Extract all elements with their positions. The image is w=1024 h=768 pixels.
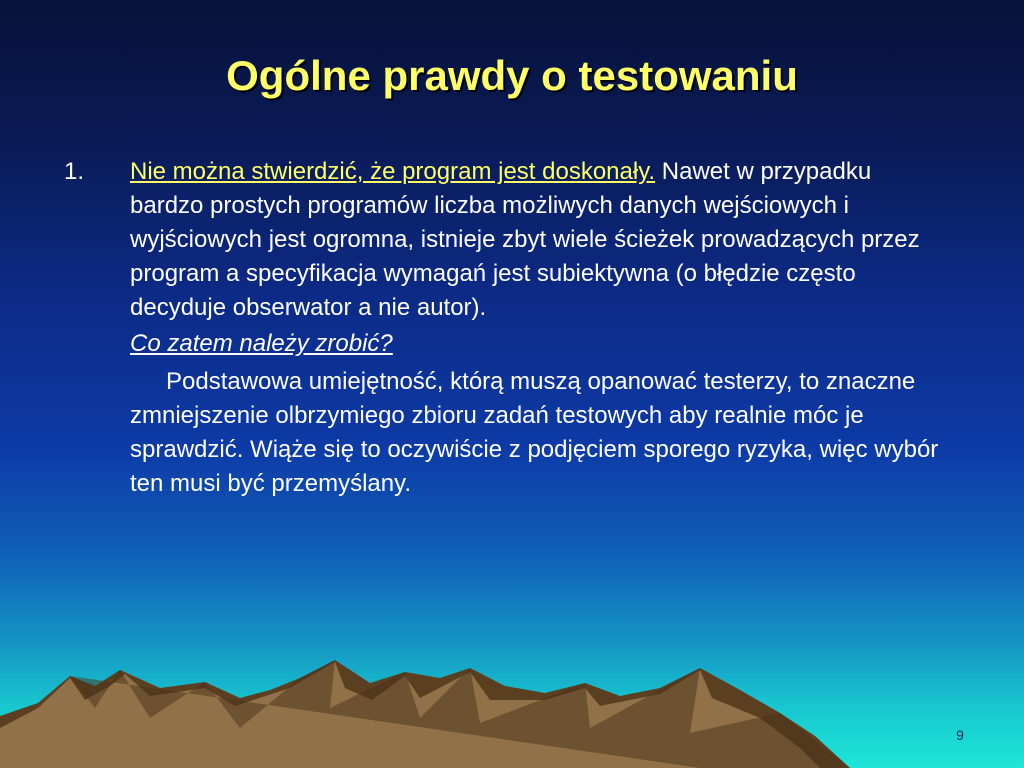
question-text: Co zatem należy zrobić? xyxy=(130,330,393,357)
item-body: Nawet w przypadku bardzo prostych programów liczba możliwych danych wejściowych i wyjściowych jest ogromna, istnieje zbyt wiele ścieżek prowadzących przez program a specyfikacja wymagań jest subiektywna (o błędzie często decyduje obserwator a nie autor). xyxy=(130,158,920,321)
mountain-background xyxy=(0,648,1024,768)
answer-paragraph: Podstawowa umiejętność, którą muszą opanować testerzy, to znaczne zmniejszenie olbrzymiego zbioru zadań testowych aby realnie móc je sprawdzić. Wiąże się to oczywiście z podjęciem sporego ryzyka, więc wybór ten musi być przemyślany. xyxy=(130,368,939,497)
list-number: 1. xyxy=(64,158,85,185)
lead-link[interactable]: Nie można stwierdzić, że program jest doskonały. xyxy=(130,158,656,185)
page-number: 9 xyxy=(956,727,964,743)
list-item xyxy=(64,155,954,325)
slide-content xyxy=(64,155,954,501)
list-item-text xyxy=(130,155,950,325)
slide-title: Ogólne prawdy o testowaniu xyxy=(226,52,798,99)
